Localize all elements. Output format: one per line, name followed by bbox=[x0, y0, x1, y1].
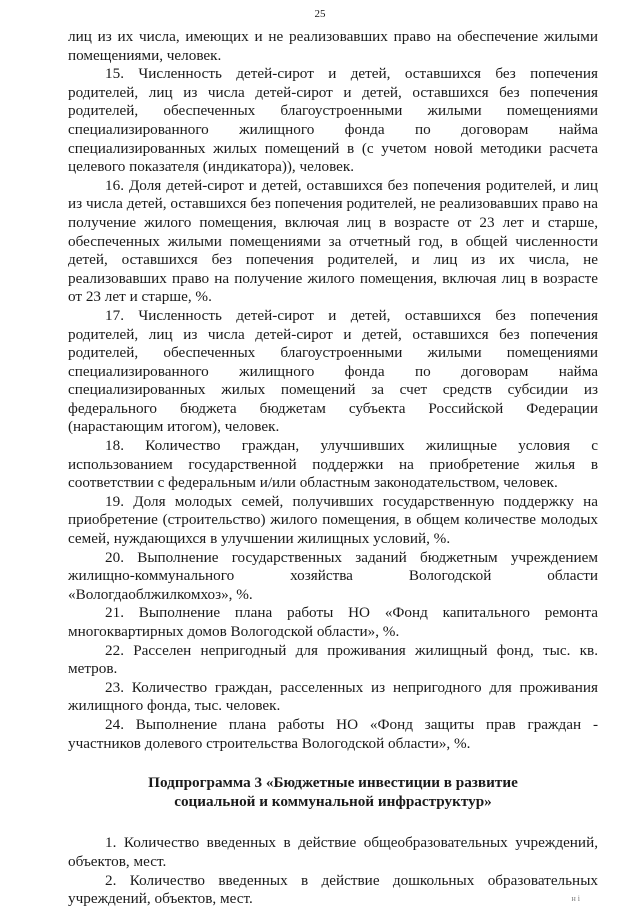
document-body bbox=[68, 28, 598, 909]
paragraph-item-23: 23. Количество граждан, расселенных из непригодного для проживания жилищного фонда, тыс. человек. bbox=[68, 678, 598, 715]
paragraph-item-22: 22. Расселен непригодный для проживания жилищный фонд, тыс. кв. метров. bbox=[68, 641, 598, 678]
paragraph-continuation: лиц из их числа, имеющих и не реализовавших право на обеспечение жилыми помещениями, человек. bbox=[68, 28, 598, 64]
section-heading-line-2: социальной и коммунальной инфраструктур» bbox=[174, 792, 492, 810]
paragraph-item-18: 18. Количество граждан, улучшивших жилищные условия с использованием государственной поддержки на приобретение жилья в соответствии с федеральным и/или областным законодательством, человек. bbox=[68, 437, 598, 492]
paragraph-sub3-item-2: 2. Количество введенных в действие дошкольных образовательных учреждений, объектов, мест. bbox=[68, 871, 598, 908]
section-heading bbox=[68, 774, 598, 811]
page-number: 25 bbox=[314, 8, 326, 20]
footer-mark: н і bbox=[571, 894, 580, 903]
paragraph-item-21: 21. Выполнение плана работы НО «Фонд капитального ремонта многоквартирных домов Вологодской области», %. bbox=[68, 604, 598, 640]
paragraph-item-19: 19. Доля молодых семей, получивших государственную поддержку на приобретение (строительство) жилого помещения, в общем количестве молодых семей, нуждающихся в улучшении жилищных условий, %. bbox=[68, 492, 598, 548]
paragraph-item-24: 24. Выполнение плана работы НО «Фонд защиты прав граждан - участников долевого строительства Вологодской области», %. bbox=[68, 715, 598, 752]
paragraph-item-15: 15. Численность детей-сирот и детей, оставшихся без попечения родителей, лиц из числа детей-сирот и детей, оставшихся без попечения родителей, обеспеченных благоустроенными жилыми помещениями специализированного жилищного фонда по договорам найма специализированных жилых помещений в (с учетом новой методики расчета целевого показателя (индикатора)), человек. bbox=[68, 65, 598, 176]
paragraph-item-17: 17. Численность детей-сирот и детей, оставшихся без попечения родителей, лиц из числа детей-сирот и детей, оставшихся без попечения родителей, обеспеченных благоустроенными жилыми помещениями специализированного жилищного фонда по договорам найма специализированных жилых помещений за счет средств субсидии из федерального бюджета бюджетам субъекта Российской Федерации (нарастающим итогом), человек. bbox=[68, 306, 598, 436]
paragraph-sub3-item-1: 1. Количество введенных в действие общеобразовательных учреждений, объектов, мест. bbox=[68, 834, 598, 870]
paragraph-item-20: 20. Выполнение государственных заданий бюджетным учреждением жилищно-коммунального хозяйства Вологодской области «Вологдаоблжилкомхоз», %. bbox=[68, 548, 598, 603]
paragraph-item-16: 16. Доля детей-сирот и детей, оставшихся без попечения родителей, и лиц из числа детей, оставшихся без попечения родителей, не реализовавших право на получение жилого помещения, включая лиц в возрасте от 23 лет и старше, обеспеченных жилыми помещениями за отчетный год, в общей численности детей, оставшихся без попечения родителей, и лиц из их числа, не реализовавших право на получение жилого помещения, включая лиц в возрасте от 23 лет и старше, %. bbox=[68, 176, 598, 306]
section-heading-line-1: Подпрограмма 3 «Бюджетные инвестиции в развитие bbox=[148, 774, 518, 792]
